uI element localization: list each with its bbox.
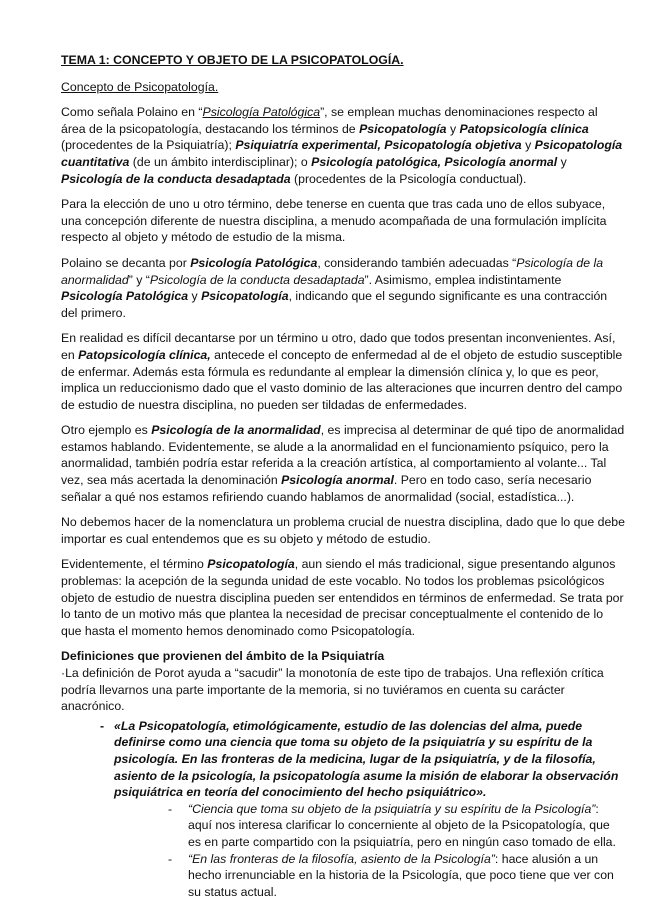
dash-marker: - (168, 851, 173, 866)
quote-text: “En las fronteras de la filosofía, asiento de la Psicología” (188, 851, 495, 866)
sub-list-item: - “En las fronteras de la filosofía, asiento de la Psicología”: hace alusión a un hecho irrenunciable en la historia de la Psicología, que poco tiene que ver con su status actual. (168, 851, 614, 899)
paragraph-2: Para la elección de uno u otro término, debe tenerse en cuenta que tras cada uno de ellos subyace, una concepción diferente de nuestra disciplina, a menudo acompañada de una formulación implícita respecto al objeto y método de estudio de la misma. (61, 197, 607, 245)
porot-definition: «La Psicopatología, etimológicamente, estudio de las dolencias del alma, puede definirse como una ciencia que toma su objeto de la psiquiatría y su espíritu de la psicología. En las fronteras de la medicina, lugar de la psiquiatría, y de la filosofía, asiento de la psicología, la psicopatología asume la misión de elaborar la observación psiquiátrica en teoría del conocimiento del hecho psiquiátrico». (114, 718, 619, 800)
paragraph-5: Otro ejemplo es Psicología de la anormalidad, es imprecisa al determinar de qué tipo de anormalidad estamos hablando. Evidentemente, se alude a la anormalidad en el funcionamiento psíquico, pero la anormalidad, también podría estar referida a la creación artística, al comportamiento al volante... Tal vez, sea más acertada la denominación Psicología anormal. Pero en todo caso, sería necesario señalar a qué nos estamos refiriendo cuando hablamos de anormalidad (social, estadística...). (61, 423, 625, 504)
paragraph-1: Como señala Polaino en “Psicología Patológica”, se emplean muchas denominaciones respecto al área de la psicopatología, destacando los términos de Psicopatología y Patopsicología clínica (procedentes de la Psiquiatría); Psiquiatría experimental, Psicopatología objetiva y Psicopatología cuantitativa (de un ámbito interdisciplinar); o Psicología patológica, Psicología anormal y Psicología de la conducta desadaptada (procedentes de la Psicología conductual). (61, 105, 623, 186)
section-subtitle: Concepto de Psicopatología. (61, 79, 219, 94)
quote-text: “Ciencia que toma su objeto de la psiquiatría y su espíritu de la Psicología” (188, 801, 596, 816)
paragraph-8: ·La definición de Porot ayuda a “sacudir” la monotonía de este tipo de trabajos. Una reflexión crítica podría llevarnos una parte importante de la memoria, si no tuviéramos en cuenta su carácter anacrónico. (61, 666, 604, 714)
section-heading: Definiciones que provienen del ámbito de la Psiquiatría (61, 649, 385, 664)
paragraph-6: No debemos hacer de la nomenclatura un problema crucial de nuestra disciplina, dado que lo que debe importar es cual entendemos que es su objeto y método de estudio. (61, 515, 625, 546)
sub-list (114, 801, 625, 900)
page-title: TEMA 1: CONCEPTO Y OBJETO DE LA PSICOPATOLOGÍA. (61, 53, 404, 67)
bullet-marker: - (100, 718, 105, 733)
dash-marker: - (168, 801, 173, 816)
list-item (61, 718, 625, 900)
paragraph-7: Evidentemente, el término Psicopatología, aun siendo el más tradicional, sigue presentando algunos problemas: la acepción de la segunda unidad de este vocablo. No todos los problemas psicológicos objeto de estudio de nuestra disciplina pueden ser entendidos en términos de enfermedad. Se trata por lo tanto de un motivo más que plantea la necesidad de precisar conceptualmente el contenido de lo que hasta el momento hemos denominado como Psicopatología. (61, 557, 624, 638)
paragraph-4: En realidad es difícil decantarse por un término u otro, dado que todos presentan inconvenientes. Así, en Patopsicología clínica, antecede el concepto de enfermedad al de el objeto de estudio susceptible de enfermar. Además esta fórmula es redundante al emplear la dimensión clínica y, lo que es peor, implica un reduccionismo dado que el vasto dominio de las alteraciones que incurren dentro del campo de estudio de nuestra disciplina, no pueden ser tildadas de enfermedades. (61, 331, 623, 412)
paragraph-3: Polaino se decanta por Psicología Patológica, considerando también adecuadas “Psicología de la anormalidad” y “Psicología de la conducta desadaptada”. Asimismo, emplea indistintamente Psicología Patológica y Psicopatología, indicando que el segundo significante es una contracción del primero. (61, 255, 608, 320)
definition-list (61, 718, 625, 900)
sub-list-item: - “Ciencia que toma su objeto de la psiquiatría y su espíritu de la Psicología”: aquí nos interesa clarificar lo concerniente al objeto de la Psicopatología, que es en parte compartido con la psiquiatría, pero en ningún caso tomado de ella. (168, 801, 616, 849)
